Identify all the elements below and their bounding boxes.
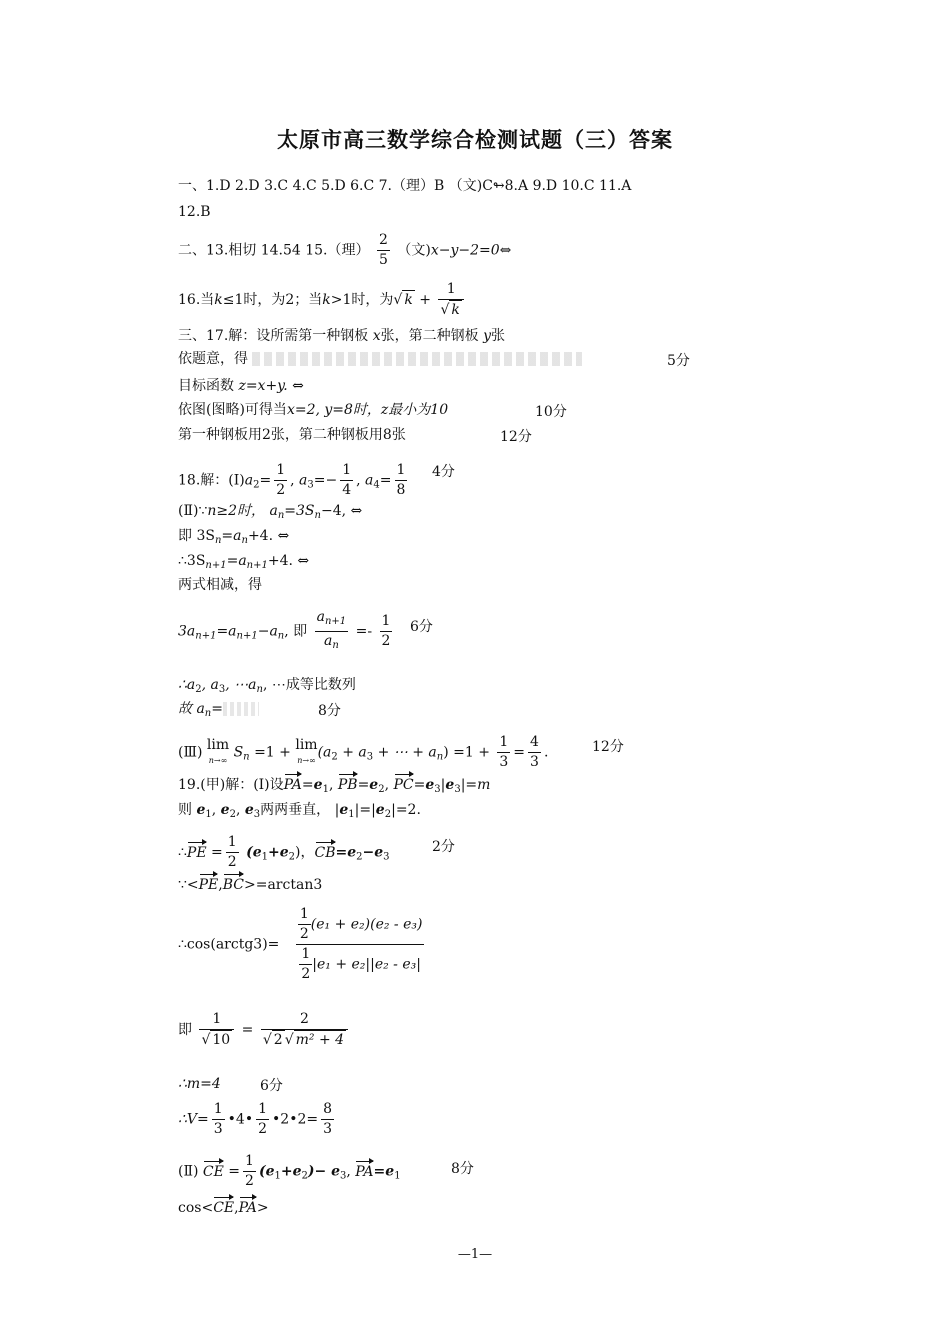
page-title: 太原市高三数学综合检测试题（三）答案 bbox=[277, 128, 673, 152]
q17-line-2: 依题意，得 bbox=[178, 350, 582, 368]
q19-line-8: ∴V= $\frac{1}{3}$ •4• $\frac{1}{2}$ •2•2= $\frac{8}{3}$ bbox=[178, 1101, 333, 1137]
q17-line-4: 依图(图略)可得当x=2, y=8时，z最小为10 bbox=[178, 402, 449, 418]
q18-line-6: $3a_{n+1}=a_{n+1}-a_n$, 即 $\frac{a_{n+1}}{a_n}$ =- $\frac{1}{2}$ bbox=[178, 609, 391, 651]
points-8b: 8分 bbox=[451, 1161, 474, 1177]
answers-section-2: 二、13.相切 14.54 15.（理） $\frac{2}{5}$ （文)x−y−2=0⇔ bbox=[178, 232, 512, 268]
q18-line-4: $\therefore 3S_{n+1}=a_{n+1}+4$. ⇔ bbox=[178, 553, 310, 571]
q19-line-10: cos<CE,PA> bbox=[178, 1196, 269, 1217]
q19-line-1: 19.(甲)解：(Ⅰ)设$PA=e_1$, $PB=e_2$, $PC=e_3|e_3|=m$ bbox=[178, 773, 490, 799]
answers-line-2: 12.B bbox=[178, 204, 211, 220]
q18-line-3: 即 $3S_n=a_n+4$. ⇔ bbox=[178, 528, 290, 546]
piecewise-formula-image bbox=[223, 702, 259, 716]
q18-line-9: (Ⅲ) lim n→∞ $S_n =1 + \lim$ n→∞ ($a_2 + a_3$ + ⋯ + $a_n) =1$ + $\frac{1}{3}$ = $\frac{4}{3}$ . bbox=[178, 734, 549, 770]
points-6b: 6分 bbox=[260, 1078, 283, 1094]
page-number: —1— bbox=[457, 1247, 493, 1262]
points-6: 6分 bbox=[410, 619, 433, 635]
q19-line-2: 则 $e_1$, $e_2$, $e_3$两两垂直， $|e_1|=|e_2|=2$. bbox=[178, 802, 421, 820]
q18-line-8: 故 $a_n=$ bbox=[178, 700, 259, 723]
q18-line-7: $\therefore a_2$, $a_3$, $\cdots a_n$, ⋯成等比数列 bbox=[178, 677, 356, 695]
q19-line-4: ∵<PE,BC>=arctan3 bbox=[178, 873, 322, 894]
q19-line-9: (Ⅱ) CE = $\frac{1}{2}$ $(e_1+e_2)- e_3$, $PA=e_1$ bbox=[178, 1153, 401, 1189]
q19-line-5: ∴cos(arctg3)= $\frac{1}{2}$ (e₁ + e₂)(e₂ - e₃) $\frac{1}{2}$ |e₁ + e₂||e₂ - e₃| bbox=[178, 906, 423, 982]
points-12: 12分 bbox=[500, 429, 532, 445]
points-8: 8分 bbox=[318, 703, 341, 719]
points-5: 5分 bbox=[667, 353, 690, 369]
answer-16: 16.当k≤1时，为2；当k>1时，为√ k + $\frac{1}{√ k}$ bbox=[178, 280, 467, 320]
q19-line-6: 即 $\frac{1}{√ 10}$ = $\frac{2}{\text{√ 2 √ m² + 4}}$ bbox=[178, 1010, 351, 1050]
q18-line-1: 18.解：$(Ⅰ)a_2=$ $\frac{1}{2}$ , $a_3=-$ $\frac{1}{4}$ , $a_4=$ $\frac{1}{8}$ bbox=[178, 462, 406, 498]
points-10: 10分 bbox=[535, 404, 567, 420]
q19-line-7: ∴m=4 bbox=[178, 1076, 221, 1092]
constraint-system-image bbox=[252, 352, 582, 366]
points-12b: 12分 bbox=[592, 739, 624, 755]
answers-line-1: 一、1.D 2.D 3.C 4.C 5.D 6.C 7.（理）B （文)C↬8.A 9.D 10.C 11.A bbox=[178, 178, 632, 194]
q17-line-1: 三、17.解：设所需第一种钢板 x张，第二种钢板 y张 bbox=[178, 328, 505, 344]
points-4: 4分 bbox=[432, 464, 455, 480]
points-2: 2分 bbox=[432, 839, 455, 855]
q19-line-3: ∴PE = $\frac{1}{2}$ $(e_1+e_2)$，$CB=e_2-e_3$ bbox=[178, 834, 390, 870]
q17-line-3: 目标函数 z=x+y. ⇔ bbox=[178, 378, 304, 394]
q17-line-5: 第一种钢板用2张，第二种钢板用8张 bbox=[178, 427, 406, 443]
q18-line-5: 两式相减，得 bbox=[178, 577, 262, 593]
q18-line-2: (Ⅱ)∵n≥2时， $a_n=3S_n-4$, ⇔ bbox=[178, 503, 363, 521]
